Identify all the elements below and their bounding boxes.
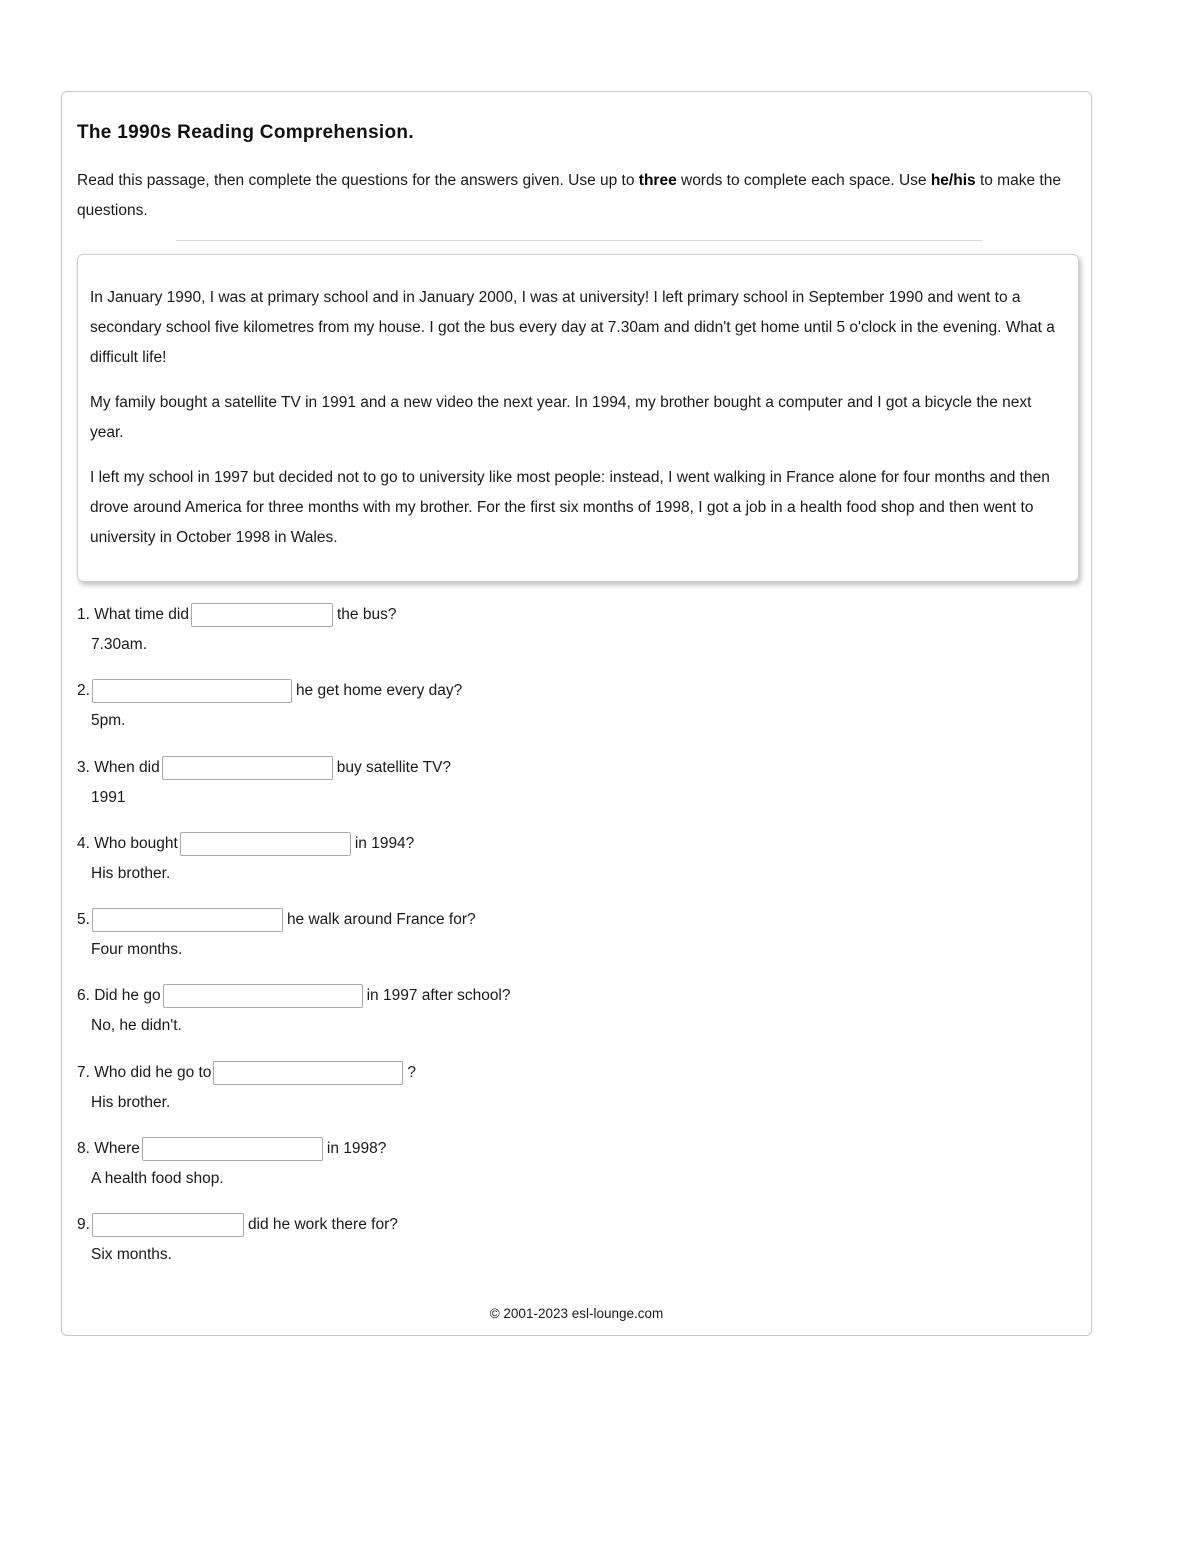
instructions [77,166,1067,226]
answer-input-5[interactable] [92,908,283,932]
given-answer: No, he didn't. [91,1017,182,1035]
instructions-emphasis-three: three [638,172,677,189]
question-suffix: the bus? [337,606,397,623]
question-list [77,600,1077,1287]
question-prefix: 1. What time did [77,606,189,623]
given-answer: A health food shop. [91,1170,224,1188]
instructions-text: Read this passage, then complete the questions for the answers given. Use up to [77,172,639,189]
divider [176,240,982,241]
question-prefix: 9. [77,1216,90,1234]
given-answer: 7.30am. [91,636,148,653]
question-item [77,981,1077,1057]
answer-input-3[interactable] [162,756,333,780]
question-item [77,676,1077,752]
question-suffix: ? [407,1063,417,1081]
question-item [77,1210,1077,1286]
question-prefix: 6. Did he go [77,987,161,1005]
question-item [77,1058,1077,1134]
page-title: The 1990s Reading Comprehension. [77,122,414,143]
answer-input-1[interactable] [191,603,333,627]
question-prefix: 3. When did [77,758,160,776]
answer-input-9[interactable] [92,1213,244,1237]
given-answer: Six months. [91,1246,172,1264]
question-item [77,600,1077,676]
reading-passage [77,254,1079,582]
question-suffix: in 1994? [354,834,415,852]
question-suffix: buy satellite TV? [336,758,452,776]
answer-input-4[interactable] [180,832,351,856]
question-item [77,905,1077,981]
question-suffix: in 1998? [326,1140,387,1158]
question-item [77,1134,1077,1210]
question-item [77,829,1077,905]
given-answer: 5pm. [91,712,126,730]
passage-paragraph: My family bought a satellite TV in 1991 and a new video the next year. In 1994, my brother bought a computer and I got a bicycle the next year. [90,394,1032,441]
answer-input-8[interactable] [142,1137,323,1161]
passage-paragraph: In January 1990, I was at primary school and in January 2000, I was at university! I left primary school in September 1990 and went to a secondary school five kilometres from my house. I got the bus every day at 7.30am and didn't get home until 5 o'clock in the evening. What a difficult life! [90,289,1055,366]
question-prefix: 5. [77,911,90,929]
instructions-text: words to complete each space. Use [676,172,931,189]
answer-input-7[interactable] [213,1061,403,1085]
question-prefix: 7. Who did he go to [77,1063,212,1081]
instructions-text: to make the questions. [77,172,1061,219]
instructions-emphasis-he-his: he/his [930,172,976,189]
question-suffix: did he work there for? [247,1216,398,1234]
given-answer: Four months. [91,941,183,959]
given-answer: His brother. [91,864,171,882]
question-suffix: in 1997 after school? [366,987,511,1005]
exercise-card [61,91,1092,1336]
question-item [77,753,1077,829]
answer-input-6[interactable] [163,984,363,1008]
copyright-footer: © 2001-2023 esl-lounge.com [489,1306,664,1321]
question-suffix: he get home every day? [295,682,463,700]
question-prefix: 2. [77,682,90,700]
passage-paragraph: I left my school in 1997 but decided not to go to university like most people: instead, I went walking in France alone for four months and then drove around America for three months with my brother. For the first six months of 1998, I got a job in a health food shop and then went to university in October 1998 in Wales. [90,469,1050,546]
given-answer: 1991 [91,788,126,806]
given-answer: His brother. [91,1093,171,1111]
question-prefix: 4. Who bought [77,834,178,852]
answer-input-2[interactable] [92,679,292,703]
question-suffix: he walk around France for? [286,911,476,929]
question-prefix: 8. Where [77,1140,140,1158]
